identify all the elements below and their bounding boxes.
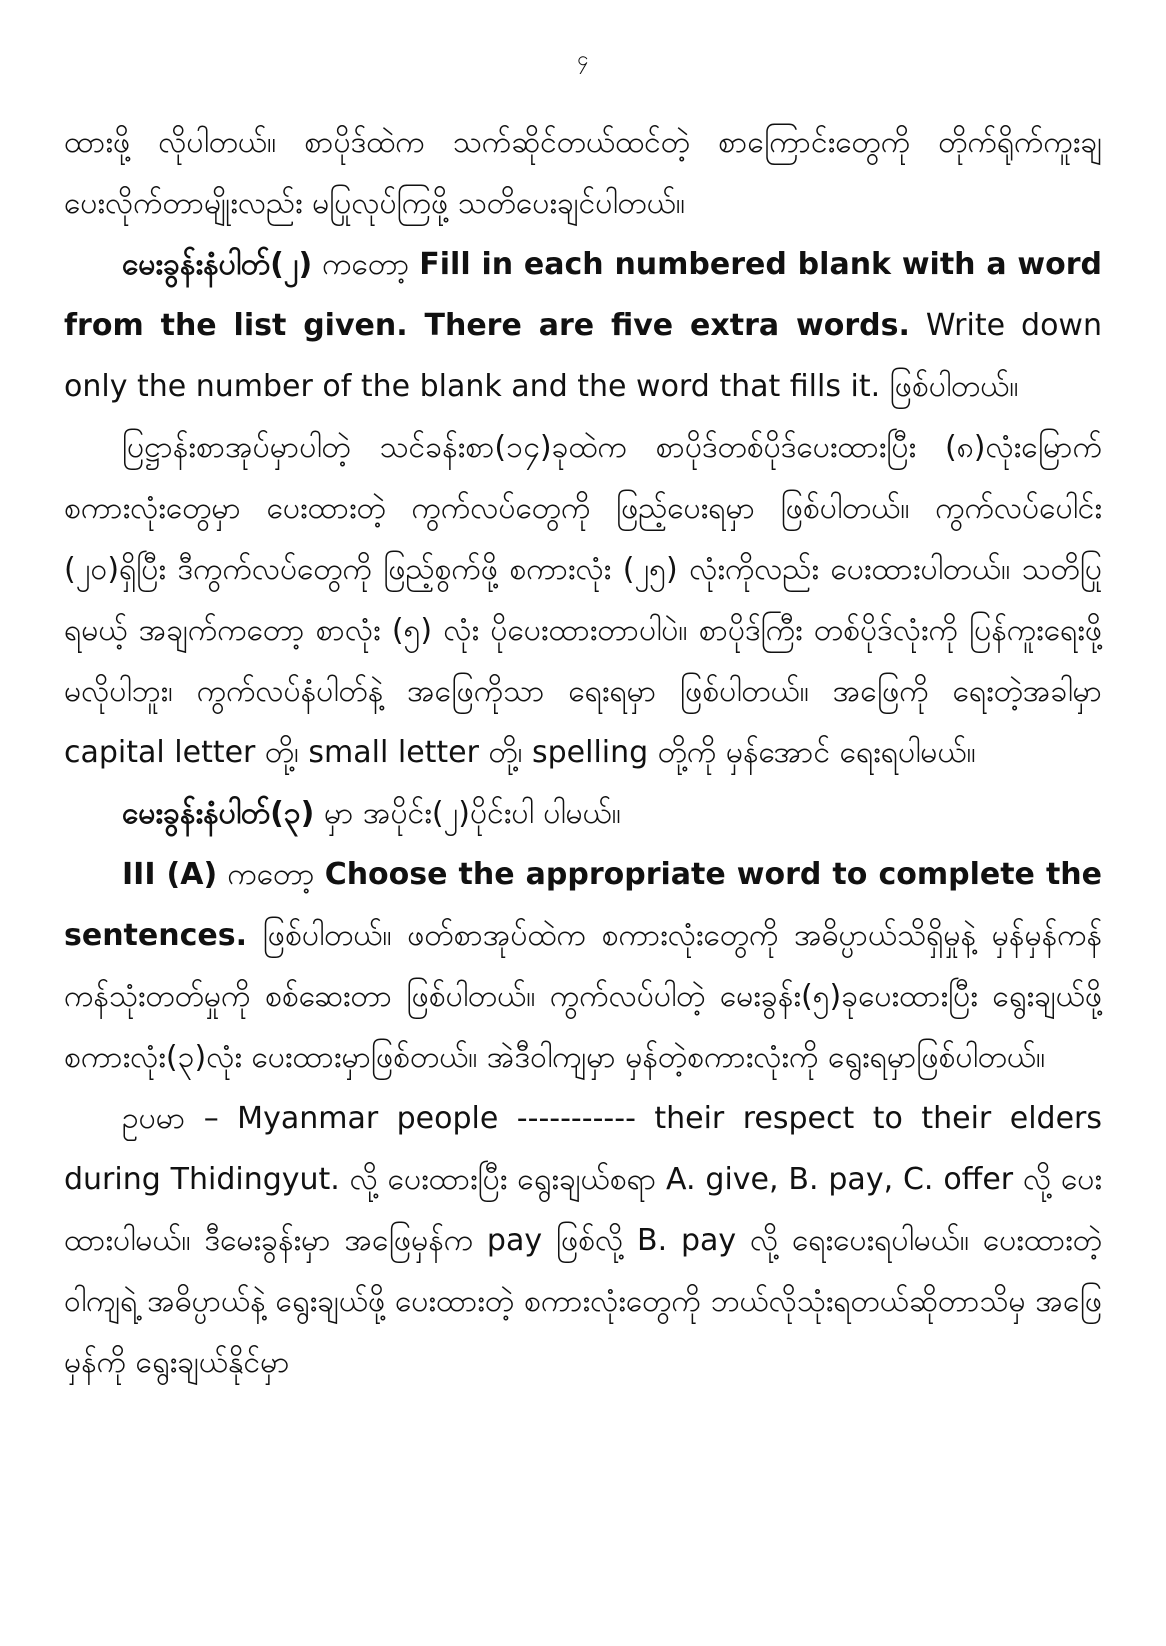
paragraph-question-3	[64, 783, 1102, 844]
paragraph-text: ထားဖို့ လိုပါတယ်။ စာပိုဒ်ထဲက သက်ဆိုင်တယ်ထင်တဲ့ စာကြောင်းတွေကို တိုက်ရိုက်ကူးချပေးလိုက်တာမျိုးလည်း မပြုလုပ်ကြဖို့ သတိပေးချင်ပါတယ်။	[64, 125, 1102, 221]
question-2-instruction: Fill in each numbered blank with a word from the list given. There are five extra words.	[64, 247, 1102, 343]
paragraph-text: Write down only the number of the blank and the word that fills it. ဖြစ်ပါတယ်။	[64, 308, 1102, 404]
page-number: ၄	[577, 46, 589, 70]
paragraph-text: မှာ အပိုင်း(၂)ပိုင်းပါ ပါမယ်။	[314, 796, 621, 831]
paragraph-question-2-explanation	[64, 417, 1102, 783]
paragraph-example	[64, 1088, 1102, 1393]
section-3a-heading: III (A)	[122, 857, 218, 892]
paragraph-text: ဖြစ်ပါတယ်။ ဖတ်စာအုပ်ထဲက စကားလုံးတွေကို အဓိပ္ပာယ်သိရှိမှုနဲ့ မှန်မှန်ကန်ကန်သုံးတတ်မှုကို စစ်ဆေးတာ ဖြစ်ပါတယ်။ ကွက်လပ်ပါတဲ့ မေးခွန်း(၅)ခုပေးထားပြီး ရွေးချယ်ဖို့ စကားလုံး(၃)လုံး ပေးထားမှာဖြစ်တယ်။ အဲဒီဝါကျမှာ မှန်တဲ့စကားလုံးကို ရွေးရမှာဖြစ်ပါတယ်။	[64, 918, 1102, 1075]
section-3a-instruction: Choose the appropriate word to complete the sentences.	[64, 857, 1102, 953]
connector-text: ကတော့	[217, 857, 325, 892]
paragraph-question-2	[64, 234, 1102, 417]
page-body	[64, 112, 1102, 1393]
paragraph-text: ပြဋ္ဌာန်းစာအုပ်မှာပါတဲ့ သင်ခန်းစာ(၁၄)ခုထဲက စာပိုဒ်တစ်ပိုဒ်ပေးထားပြီး (၈)လုံးမြောက် စကားလုံးတွေမှာ ပေးထားတဲ့ ကွက်လပ်တွေကို ဖြည့်ပေးရမှာ ဖြစ်ပါတယ်။ ကွက်လပ်ပေါင်း (၂၀)ရှိပြီး ဒီကွက်လပ်တွေကို ဖြည့်စွက်ဖို့ စကားလုံး (၂၅) လုံးကိုလည်း ပေးထားပါတယ်။ သတိပြုရမယ့် အချက်ကတော့ စာလုံး (၅) လုံး ပိုပေးထားတာပါပဲ။ စာပိုဒ်ကြီး တစ်ပိုဒ်လုံးကို ပြန်ကူးရေးဖို့ မလိုပါဘူး၊ ကွက်လပ်နံပါတ်နဲ့ အဖြေကိုသာ ရေးရမှာ ဖြစ်ပါတယ်။ အဖြေကို ရေးတဲ့အခါမှာ capital letter တို့၊ small letter တို့၊ spelling တို့ကို မှန်အောင် ရေးရပါမယ်။	[64, 430, 1102, 770]
paragraph-section-3a	[64, 844, 1102, 1088]
connector-text: ကတော့	[312, 247, 420, 282]
question-2-heading: မေးခွန်းနံပါတ်(၂)	[122, 247, 313, 282]
paragraph-continued	[64, 112, 1102, 234]
question-3-heading: မေးခွန်းနံပါတ်(၃)	[122, 796, 315, 831]
paragraph-text: ဥပမာ – Myanmar people ----------- their respect to their elders during Thidingyut. လို့ ပေးထားပြီး ရွေးချယ်စရာ A. give, B. pay, C. offer လို့ ပေးထားပါမယ်။ ဒီမေးခွန်းမှာ အဖြေမှန်က pay ဖြစ်လို့ B. pay လို့ ရေးပေးရပါမယ်။ ပေးထားတဲ့ ဝါကျရဲ့ အဓိပ္ပာယ်နဲ့ ရွေးချယ်ဖို့ ပေးထားတဲ့ စကားလုံးတွေကို ဘယ်လိုသုံးရတယ်ဆိုတာသိမှ အဖြေမှန်ကို ရွေးချယ်နိုင်မှာ	[64, 1101, 1102, 1380]
